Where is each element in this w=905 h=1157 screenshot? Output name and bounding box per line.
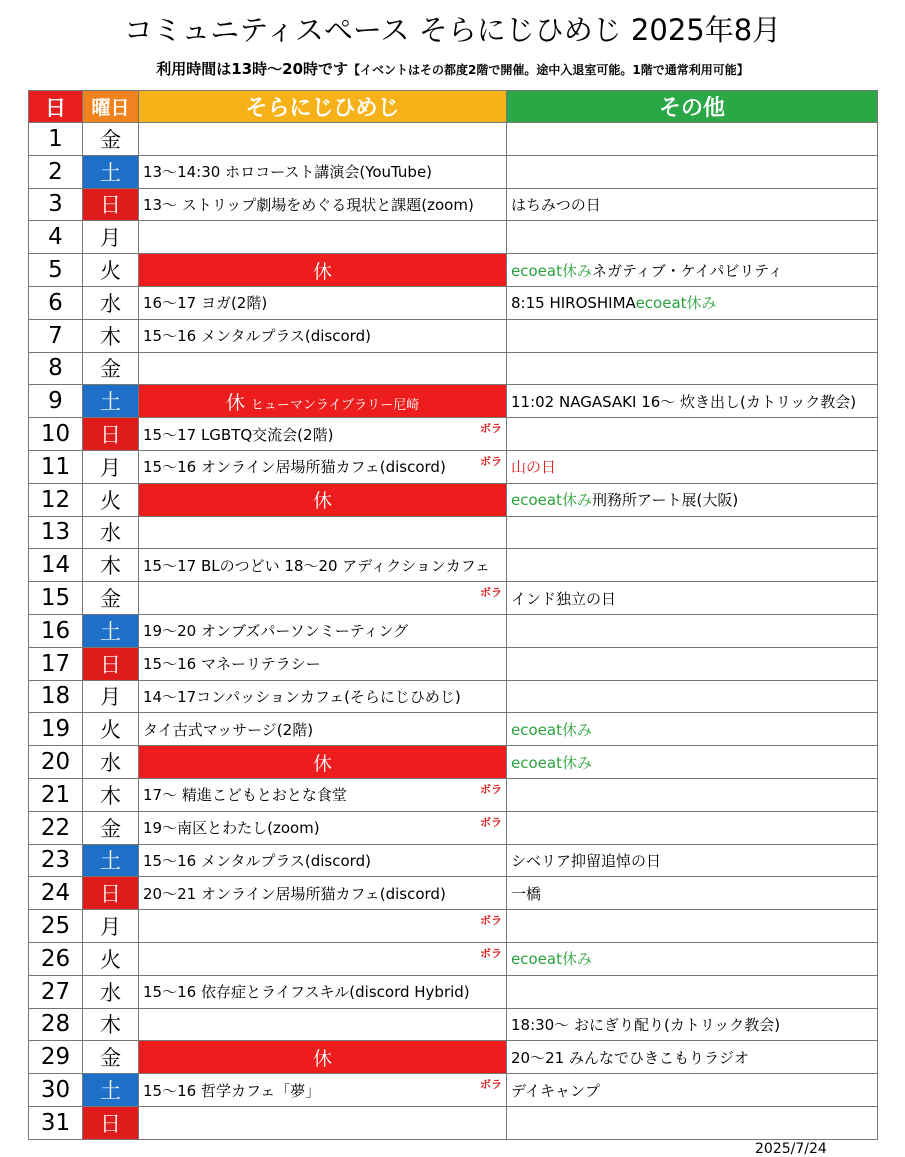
table-row — [29, 450, 878, 483]
event-text: 14〜17コンパッションカフェ(そらにじひめじ) — [143, 687, 461, 706]
volunteer-mark: ボラ — [480, 1078, 502, 1092]
table-row — [29, 713, 878, 746]
weekday-cell: 金 — [83, 811, 139, 844]
closed-day-cell — [139, 1041, 507, 1074]
ecoeat-closed-note: ecoeat休み — [511, 720, 592, 739]
other-text: はちみつの日 — [511, 195, 601, 214]
other-cell — [507, 418, 878, 451]
other-cell — [507, 1106, 878, 1139]
other-cell — [507, 746, 878, 779]
day-cell: 3 — [29, 188, 83, 221]
ecoeat-closed-note: ecoeat休み — [635, 294, 717, 313]
event-text: 休 — [312, 1047, 332, 1070]
table-row — [29, 319, 878, 352]
ecoeat-closed-note: ecoeat休み — [511, 950, 592, 969]
event-cell — [139, 1074, 507, 1107]
other-cell — [507, 877, 878, 910]
volunteer-mark: ボラ — [480, 815, 502, 829]
event-cell — [139, 516, 507, 549]
weekday-cell: 金 — [83, 582, 139, 615]
event-text: 15〜16 メンタルプラス(discord) — [143, 851, 371, 870]
event-text: 13〜 ストリップ劇場をめぐる現状と課題(zoom) — [143, 195, 474, 214]
other-cell — [507, 450, 878, 483]
day-cell: 8 — [29, 352, 83, 385]
day-cell: 29 — [29, 1041, 83, 1074]
weekday-cell: 土 — [83, 155, 139, 188]
other-cell — [507, 352, 878, 385]
weekday-cell: 木 — [83, 319, 139, 352]
table-row — [29, 746, 878, 779]
other-cell — [507, 778, 878, 811]
subtitle-note: 【イベントはその都度2階で開催。途中入退室可能。1階で通常利用可能】 — [348, 63, 749, 77]
event-text: 19〜20 オンブズパーソンミーティング — [143, 622, 409, 641]
event-cell — [139, 877, 507, 910]
other-text: 11:02 NAGASAKI 16〜 炊き出し(カトリック教会) — [511, 392, 857, 411]
table-row — [29, 811, 878, 844]
weekday-cell: 日 — [83, 418, 139, 451]
header-sora: そらにじひめじ — [139, 91, 507, 123]
other-cell — [507, 549, 878, 582]
other-text: インド独立の日 — [511, 589, 617, 608]
weekday-cell: 土 — [83, 1074, 139, 1107]
closed-day-cell — [139, 254, 507, 287]
event-text: 13〜14:30 ホロコースト講演会(YouTube) — [143, 163, 433, 182]
table-row — [29, 877, 878, 910]
table-row — [29, 549, 878, 582]
table-row — [29, 942, 878, 975]
event-text: 16〜17 ヨガ(2階) — [143, 294, 268, 313]
event-text: 15〜17 BLのつどい 18〜20 アディクションカフェ — [143, 556, 491, 575]
event-text: 休 — [312, 752, 332, 775]
event-cell — [139, 942, 507, 975]
ecoeat-closed-note: ecoeat休み — [511, 261, 592, 280]
weekday-cell: 火 — [83, 942, 139, 975]
weekday-cell: 土 — [83, 614, 139, 647]
other-cell — [507, 582, 878, 615]
other-cell — [507, 188, 878, 221]
day-cell: 4 — [29, 221, 83, 254]
other-text: デイキャンプ — [511, 1081, 600, 1100]
other-cell — [507, 286, 878, 319]
other-cell — [507, 254, 878, 287]
table-row — [29, 1041, 878, 1074]
event-cell — [139, 155, 507, 188]
event-text: タイ古式マッサージ(2階) — [143, 720, 314, 739]
day-cell: 7 — [29, 319, 83, 352]
table-row — [29, 778, 878, 811]
weekday-cell: 水 — [83, 516, 139, 549]
day-cell: 22 — [29, 811, 83, 844]
event-cell — [139, 844, 507, 877]
header-other: その他 — [507, 91, 878, 123]
day-cell: 16 — [29, 614, 83, 647]
weekday-cell: 月 — [83, 680, 139, 713]
day-cell: 1 — [29, 123, 83, 156]
footer-date: 2025/7/24 — [755, 1141, 827, 1157]
table-row — [29, 680, 878, 713]
event-cell — [139, 647, 507, 680]
table-row — [29, 286, 878, 319]
day-cell: 2 — [29, 155, 83, 188]
table-row — [29, 582, 878, 615]
table-row — [29, 516, 878, 549]
other-text: 8:15 HIROSHIMA — [511, 294, 636, 313]
event-text: 休 — [312, 490, 332, 513]
other-cell — [507, 1074, 878, 1107]
other-cell — [507, 319, 878, 352]
event-text: 休 — [312, 260, 332, 283]
weekday-cell: 金 — [83, 123, 139, 156]
table-row — [29, 647, 878, 680]
page-title: コミュニティスペース そらにじひめじ 2025年8月 — [123, 13, 782, 47]
closed-day-cell — [139, 483, 507, 516]
weekday-cell: 火 — [83, 713, 139, 746]
day-cell: 14 — [29, 549, 83, 582]
calendar-table — [28, 90, 878, 1140]
header-dow: 曜日 — [83, 91, 139, 123]
event-cell — [139, 450, 507, 483]
event-cell — [139, 910, 507, 943]
ecoeat-closed-note: ecoeat休み — [511, 491, 592, 510]
event-cell — [139, 286, 507, 319]
weekday-cell: 水 — [83, 746, 139, 779]
event-text: 20〜21 オンライン居場所猫カフェ(discord) — [143, 884, 446, 903]
event-text: 15〜17 LGBTQ交流会(2階) — [143, 425, 334, 444]
other-cell — [507, 1041, 878, 1074]
table-row — [29, 614, 878, 647]
event-text: 休 — [225, 391, 245, 414]
other-cell — [507, 713, 878, 746]
header-row — [29, 91, 878, 123]
event-cell — [139, 614, 507, 647]
day-cell: 10 — [29, 418, 83, 451]
day-cell: 24 — [29, 877, 83, 910]
table-row — [29, 1106, 878, 1139]
event-cell — [139, 319, 507, 352]
event-cell — [139, 1008, 507, 1041]
weekday-cell: 火 — [83, 254, 139, 287]
closed-day-cell — [139, 746, 507, 779]
weekday-cell: 火 — [83, 483, 139, 516]
volunteer-mark: ボラ — [480, 946, 502, 960]
day-cell: 9 — [29, 385, 83, 418]
day-cell: 13 — [29, 516, 83, 549]
table-row — [29, 188, 878, 221]
other-cell — [507, 910, 878, 943]
other-cell — [507, 221, 878, 254]
other-cell — [507, 811, 878, 844]
header-day: 日 — [29, 91, 83, 123]
day-cell: 31 — [29, 1106, 83, 1139]
weekday-cell: 金 — [83, 352, 139, 385]
event-cell — [139, 549, 507, 582]
event-cell — [139, 713, 507, 746]
other-cell — [507, 1008, 878, 1041]
event-text: 15〜16 マネーリテラシー — [143, 655, 321, 674]
other-text: ネガティブ・ケイパビリティ — [591, 261, 783, 280]
other-cell — [507, 647, 878, 680]
day-cell: 5 — [29, 254, 83, 287]
ecoeat-closed-note: ecoeat休み — [511, 753, 592, 772]
weekday-cell: 月 — [83, 221, 139, 254]
event-cell — [139, 352, 507, 385]
day-cell: 18 — [29, 680, 83, 713]
table-row — [29, 910, 878, 943]
table-row — [29, 123, 878, 156]
closed-day-cell — [139, 385, 507, 418]
weekday-cell: 日 — [83, 647, 139, 680]
other-cell — [507, 483, 878, 516]
day-cell: 19 — [29, 713, 83, 746]
table-row — [29, 483, 878, 516]
event-cell — [139, 123, 507, 156]
day-cell: 27 — [29, 975, 83, 1008]
event-cell — [139, 418, 507, 451]
table-row — [29, 1074, 878, 1107]
other-cell — [507, 516, 878, 549]
day-cell: 30 — [29, 1074, 83, 1107]
event-cell — [139, 221, 507, 254]
subtitle-main: 利用時間は13時〜20時です — [156, 60, 349, 78]
volunteer-mark: ボラ — [480, 454, 502, 468]
weekday-cell: 木 — [83, 778, 139, 811]
weekday-cell: 木 — [83, 549, 139, 582]
table-row — [29, 975, 878, 1008]
day-cell: 21 — [29, 778, 83, 811]
event-cell — [139, 680, 507, 713]
table-row — [29, 844, 878, 877]
weekday-cell: 水 — [83, 286, 139, 319]
table-row — [29, 254, 878, 287]
volunteer-mark: ボラ — [480, 914, 502, 928]
other-cell — [507, 680, 878, 713]
table-row — [29, 221, 878, 254]
day-cell: 23 — [29, 844, 83, 877]
event-cell — [139, 1106, 507, 1139]
weekday-cell: 金 — [83, 1041, 139, 1074]
other-text: 刑務所アート展(大阪) — [591, 491, 739, 510]
event-text: 19〜南区とわたし(zoom) — [143, 819, 320, 838]
event-label: ヒューマンライブラリー尼崎 — [250, 397, 420, 413]
table-row — [29, 155, 878, 188]
day-cell: 11 — [29, 450, 83, 483]
subtitle — [0, 58, 905, 79]
weekday-cell: 日 — [83, 188, 139, 221]
event-cell — [139, 582, 507, 615]
day-cell: 20 — [29, 746, 83, 779]
other-cell — [507, 155, 878, 188]
table-row — [29, 418, 878, 451]
weekday-cell: 日 — [83, 877, 139, 910]
event-text: 15〜16 依存症とライフスキル(discord Hybrid) — [143, 983, 470, 1002]
event-text: 15〜16 哲学カフェ「夢」 — [143, 1081, 321, 1100]
other-cell — [507, 844, 878, 877]
other-text: 18:30〜 おにぎり配り(カトリック教会) — [511, 1015, 781, 1034]
day-cell: 26 — [29, 942, 83, 975]
table-row — [29, 352, 878, 385]
other-cell — [507, 385, 878, 418]
weekday-cell: 水 — [83, 975, 139, 1008]
weekday-cell: 木 — [83, 1008, 139, 1041]
table-row — [29, 385, 878, 418]
event-text: 15〜16 オンライン居場所猫カフェ(discord) — [143, 458, 446, 477]
weekday-cell: 月 — [83, 450, 139, 483]
day-cell: 15 — [29, 582, 83, 615]
other-cell — [507, 975, 878, 1008]
event-text: 15〜16 メンタルプラス(discord) — [143, 327, 371, 346]
other-text: 20〜21 みんなでひきこもりラジオ — [511, 1048, 749, 1067]
weekday-cell: 土 — [83, 844, 139, 877]
weekday-cell: 日 — [83, 1106, 139, 1139]
event-cell — [139, 778, 507, 811]
other-cell — [507, 123, 878, 156]
weekday-cell: 月 — [83, 910, 139, 943]
event-cell — [139, 975, 507, 1008]
volunteer-mark: ボラ — [480, 586, 502, 600]
volunteer-mark: ボラ — [480, 422, 502, 436]
day-cell: 17 — [29, 647, 83, 680]
event-text: 17〜 精進こどもとおとな食堂 — [143, 786, 347, 805]
other-text: シベリア抑留追悼の日 — [511, 851, 662, 870]
weekday-cell: 土 — [83, 385, 139, 418]
other-cell — [507, 942, 878, 975]
other-text: 一橋 — [511, 884, 542, 903]
holiday-note: 山の日 — [511, 458, 557, 477]
event-cell — [139, 811, 507, 844]
table-row — [29, 1008, 878, 1041]
volunteer-mark: ボラ — [480, 782, 502, 796]
day-cell: 28 — [29, 1008, 83, 1041]
day-cell: 6 — [29, 286, 83, 319]
event-cell — [139, 188, 507, 221]
other-cell — [507, 614, 878, 647]
day-cell: 12 — [29, 483, 83, 516]
day-cell: 25 — [29, 910, 83, 943]
